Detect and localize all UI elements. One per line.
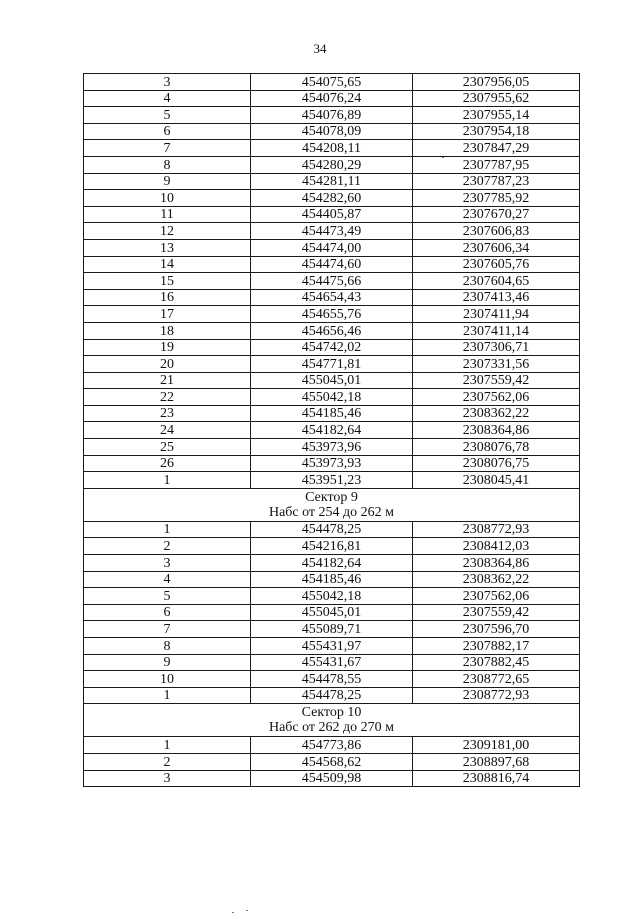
point-number-cell: 13 xyxy=(84,239,251,256)
scan-speck xyxy=(246,910,248,911)
x-coordinate-cell: 454478,25 xyxy=(251,687,413,704)
table-row xyxy=(84,472,580,489)
x-coordinate-cell: 454656,46 xyxy=(251,322,413,339)
x-coordinate-cell: 454771,81 xyxy=(251,356,413,373)
table-row xyxy=(84,339,580,356)
x-coordinate-cell: 454075,65 xyxy=(251,74,413,91)
y-coordinate-cell: 2308076,78 xyxy=(413,439,580,456)
point-number-cell: 1 xyxy=(84,521,251,538)
table-row xyxy=(84,571,580,588)
x-coordinate-cell: 454475,66 xyxy=(251,273,413,290)
table-row xyxy=(84,123,580,140)
y-coordinate-cell: 2308816,74 xyxy=(413,770,580,787)
x-coordinate-cell: 454473,49 xyxy=(251,223,413,240)
table-row xyxy=(84,173,580,190)
x-coordinate-cell: 455042,18 xyxy=(251,389,413,406)
x-coordinate-cell: 454216,81 xyxy=(251,538,413,555)
point-number-cell: 25 xyxy=(84,439,251,456)
x-coordinate-cell: 453951,23 xyxy=(251,472,413,489)
point-number-cell: 21 xyxy=(84,372,251,389)
y-coordinate-cell: 2308364,86 xyxy=(413,555,580,572)
point-number-cell: 7 xyxy=(84,621,251,638)
scan-speck xyxy=(232,912,234,913)
point-number-cell: 8 xyxy=(84,638,251,655)
table-row xyxy=(84,455,580,472)
sector-altitude-range: Набс от 254 до 262 м xyxy=(268,504,395,520)
y-coordinate-cell: 2308362,22 xyxy=(413,571,580,588)
table-row xyxy=(84,555,580,572)
x-coordinate-cell: 454182,64 xyxy=(251,555,413,572)
y-coordinate-cell: 2308362,22 xyxy=(413,405,580,422)
table-row xyxy=(84,289,580,306)
y-coordinate-cell: 2307331,56 xyxy=(413,356,580,373)
table-row xyxy=(84,107,580,124)
table-row xyxy=(84,638,580,655)
table-row xyxy=(84,521,580,538)
table-row xyxy=(84,74,580,91)
point-number-cell: 8 xyxy=(84,156,251,173)
sector-header-cell xyxy=(84,704,580,737)
x-coordinate-cell: 454185,46 xyxy=(251,405,413,422)
table-row xyxy=(84,422,580,439)
table-row xyxy=(84,439,580,456)
point-number-cell: 22 xyxy=(84,389,251,406)
y-coordinate-cell: 2307954,18 xyxy=(413,123,580,140)
y-coordinate-cell: 2307606,83 xyxy=(413,223,580,240)
y-coordinate-cell: 2308772,93 xyxy=(413,521,580,538)
x-coordinate-cell: 454474,60 xyxy=(251,256,413,273)
coordinates-table xyxy=(83,73,580,787)
point-number-cell: 9 xyxy=(84,654,251,671)
table-row xyxy=(84,604,580,621)
y-coordinate-cell: 2307606,34 xyxy=(413,239,580,256)
y-coordinate-cell: 2307559,42 xyxy=(413,372,580,389)
x-coordinate-cell: 454742,02 xyxy=(251,339,413,356)
y-coordinate-cell: 2308045,41 xyxy=(413,472,580,489)
point-number-cell: 4 xyxy=(84,90,251,107)
point-number-cell: 19 xyxy=(84,339,251,356)
table-row xyxy=(84,90,580,107)
sector-header-cell xyxy=(84,488,580,521)
table-row xyxy=(84,654,580,671)
y-coordinate-cell: 2307882,17 xyxy=(413,638,580,655)
x-coordinate-cell: 454509,98 xyxy=(251,770,413,787)
sector-altitude-range: Набс от 262 до 270 м xyxy=(268,720,395,736)
y-coordinate-cell: 2308076,75 xyxy=(413,455,580,472)
table-row xyxy=(84,190,580,207)
y-coordinate-cell: 2307605,76 xyxy=(413,256,580,273)
table-row xyxy=(84,239,580,256)
table-row xyxy=(84,621,580,638)
y-coordinate-cell: 2307956,05 xyxy=(413,74,580,91)
point-number-cell: 5 xyxy=(84,107,251,124)
x-coordinate-cell: 454078,09 xyxy=(251,123,413,140)
y-coordinate-cell: 2307955,14 xyxy=(413,107,580,124)
point-number-cell: 1 xyxy=(84,687,251,704)
point-number-cell: 16 xyxy=(84,289,251,306)
x-coordinate-cell: 454405,87 xyxy=(251,206,413,223)
point-number-cell: 10 xyxy=(84,190,251,207)
y-coordinate-cell: 2307847,29 xyxy=(413,140,580,157)
x-coordinate-cell: 454208,11 xyxy=(251,140,413,157)
y-coordinate-cell: 2307559,42 xyxy=(413,604,580,621)
y-coordinate-cell: 2308772,65 xyxy=(413,671,580,688)
sector-title: Сектор 9 xyxy=(305,489,358,505)
x-coordinate-cell: 455042,18 xyxy=(251,588,413,605)
y-coordinate-cell: 2308772,93 xyxy=(413,687,580,704)
y-coordinate-cell: 2307670,27 xyxy=(413,206,580,223)
point-number-cell: 7 xyxy=(84,140,251,157)
table-row xyxy=(84,737,580,754)
y-coordinate-cell: 2307787,95 xyxy=(413,156,580,173)
y-coordinate-cell: 2308364,86 xyxy=(413,422,580,439)
x-coordinate-cell: 454478,25 xyxy=(251,521,413,538)
point-number-cell: 5 xyxy=(84,588,251,605)
point-number-cell: 9 xyxy=(84,173,251,190)
x-coordinate-cell: 453973,93 xyxy=(251,455,413,472)
y-coordinate-cell: 2307562,06 xyxy=(413,588,580,605)
y-coordinate-cell: 2307955,62 xyxy=(413,90,580,107)
point-number-cell: 1 xyxy=(84,472,251,489)
table-row xyxy=(84,405,580,422)
table-row xyxy=(84,372,580,389)
table-row xyxy=(84,156,580,173)
x-coordinate-cell: 453973,96 xyxy=(251,439,413,456)
table-row xyxy=(84,770,580,787)
point-number-cell: 3 xyxy=(84,555,251,572)
point-number-cell: 10 xyxy=(84,671,251,688)
point-number-cell: 2 xyxy=(84,538,251,555)
table-row xyxy=(84,206,580,223)
x-coordinate-cell: 454182,64 xyxy=(251,422,413,439)
y-coordinate-cell: 2307411,14 xyxy=(413,322,580,339)
point-number-cell: 26 xyxy=(84,455,251,472)
table-row xyxy=(84,223,580,240)
table-row xyxy=(84,273,580,290)
page-number: 34 xyxy=(313,41,327,56)
table-row xyxy=(84,753,580,770)
y-coordinate-cell: 2307882,45 xyxy=(413,654,580,671)
coordinates-table-body xyxy=(84,74,580,787)
table-row xyxy=(84,671,580,688)
x-coordinate-cell: 454568,62 xyxy=(251,753,413,770)
point-number-cell: 20 xyxy=(84,356,251,373)
y-coordinate-cell: 2307413,46 xyxy=(413,289,580,306)
point-number-cell: 23 xyxy=(84,405,251,422)
point-number-cell: 2 xyxy=(84,753,251,770)
y-coordinate-cell: 2308412,03 xyxy=(413,538,580,555)
sector-header-row xyxy=(84,704,580,737)
y-coordinate-cell: 2307787,23 xyxy=(413,173,580,190)
x-coordinate-cell: 454281,11 xyxy=(251,173,413,190)
point-number-cell: 1 xyxy=(84,737,251,754)
point-number-cell: 14 xyxy=(84,256,251,273)
table-row xyxy=(84,538,580,555)
table-row xyxy=(84,322,580,339)
table-row xyxy=(84,140,580,157)
point-number-cell: 11 xyxy=(84,206,251,223)
table-row xyxy=(84,256,580,273)
x-coordinate-cell: 455045,01 xyxy=(251,372,413,389)
y-coordinate-cell: 2307562,06 xyxy=(413,389,580,406)
point-number-cell: 3 xyxy=(84,770,251,787)
x-coordinate-cell: 454076,24 xyxy=(251,90,413,107)
x-coordinate-cell: 454474,00 xyxy=(251,239,413,256)
y-coordinate-cell: 2307604,65 xyxy=(413,273,580,290)
point-number-cell: 6 xyxy=(84,123,251,140)
point-number-cell: 4 xyxy=(84,571,251,588)
x-coordinate-cell: 455431,67 xyxy=(251,654,413,671)
y-coordinate-cell: 2308897,68 xyxy=(413,753,580,770)
y-coordinate-cell: 2307785,92 xyxy=(413,190,580,207)
x-coordinate-cell: 455431,97 xyxy=(251,638,413,655)
x-coordinate-cell: 454478,55 xyxy=(251,671,413,688)
y-coordinate-cell: 2309181,00 xyxy=(413,737,580,754)
table-row xyxy=(84,356,580,373)
table-row xyxy=(84,389,580,406)
x-coordinate-cell: 454282,60 xyxy=(251,190,413,207)
point-number-cell: 15 xyxy=(84,273,251,290)
table-row xyxy=(84,588,580,605)
point-number-cell: 3 xyxy=(84,74,251,91)
point-number-cell: 12 xyxy=(84,223,251,240)
sector-header-row xyxy=(84,488,580,521)
table-row xyxy=(84,306,580,323)
scan-speck xyxy=(442,157,444,158)
y-coordinate-cell: 2307596,70 xyxy=(413,621,580,638)
x-coordinate-cell: 454280,29 xyxy=(251,156,413,173)
x-coordinate-cell: 455089,71 xyxy=(251,621,413,638)
table-row xyxy=(84,687,580,704)
x-coordinate-cell: 454655,76 xyxy=(251,306,413,323)
point-number-cell: 17 xyxy=(84,306,251,323)
sector-title: Сектор 10 xyxy=(301,705,362,721)
y-coordinate-cell: 2307411,94 xyxy=(413,306,580,323)
x-coordinate-cell: 455045,01 xyxy=(251,604,413,621)
x-coordinate-cell: 454773,86 xyxy=(251,737,413,754)
point-number-cell: 24 xyxy=(84,422,251,439)
x-coordinate-cell: 454654,43 xyxy=(251,289,413,306)
y-coordinate-cell: 2307306,71 xyxy=(413,339,580,356)
point-number-cell: 18 xyxy=(84,322,251,339)
point-number-cell: 6 xyxy=(84,604,251,621)
x-coordinate-cell: 454185,46 xyxy=(251,571,413,588)
x-coordinate-cell: 454076,89 xyxy=(251,107,413,124)
